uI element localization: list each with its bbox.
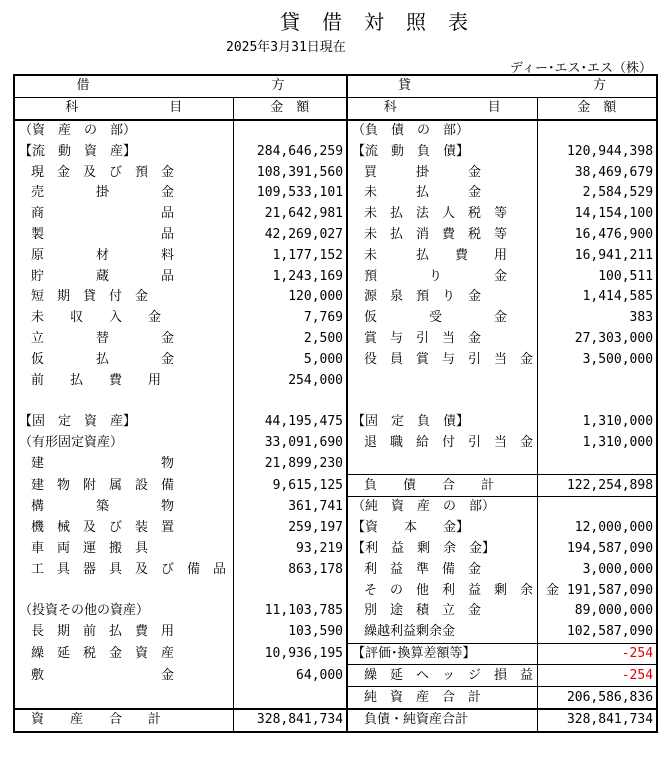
asset-amount: 284,646,259	[233, 141, 347, 162]
table-row	[14, 622, 657, 643]
liability-amount: 120,944,398	[537, 141, 657, 162]
liability-amount: 2,584,529	[537, 183, 657, 204]
liability-amount: -254	[537, 643, 657, 665]
liability-amount: 16,941,211	[537, 245, 657, 266]
asset-amount: 10,936,195	[233, 643, 347, 665]
asset-subject: 車 両 運 搬 具	[31, 540, 149, 556]
asset-amount: 103,590	[233, 622, 347, 643]
table-row	[14, 120, 657, 142]
table-row	[14, 709, 657, 732]
table-row	[14, 287, 657, 308]
asset-subject: 短 期 貸 付 金	[31, 289, 149, 305]
asset-subject: 現 金 及 び 預 金	[31, 164, 175, 180]
liability-subject: 未 払 消 費 税 等	[347, 225, 537, 246]
balance-sheet-table	[13, 74, 658, 733]
asset-subject: 長 期 前 払 費 用	[31, 624, 175, 640]
asset-amount: 7,769	[233, 308, 347, 329]
liability-subject	[347, 370, 537, 391]
liability-subject: 【利 益 剰 余 金】	[347, 539, 537, 560]
asset-subject: 商 品	[31, 206, 175, 222]
asset-amount: 5,000	[233, 349, 347, 370]
table-row	[14, 496, 657, 517]
liability-amount: 89,000,000	[537, 601, 657, 622]
liability-subject: （純 資 産 の 部）	[347, 496, 537, 517]
asset-amount: 33,091,690	[233, 433, 347, 454]
liability-amount	[537, 496, 657, 517]
asset-subject: 売 掛 金	[31, 185, 175, 201]
liability-subject: 繰 延 ヘ ッ ジ 損 益	[347, 665, 537, 687]
table-row	[14, 453, 657, 474]
credit-header: 貸 方	[347, 75, 657, 97]
debit-amount-header: 金 額	[233, 97, 347, 119]
table-row	[14, 266, 657, 287]
liability-subject: 繰越利益剰余金	[347, 622, 537, 643]
asset-amount	[233, 580, 347, 601]
asset-amount: 1,243,169	[233, 266, 347, 287]
liability-subject: 預 り 金	[347, 266, 537, 287]
liability-subject	[347, 453, 537, 474]
asset-amount: 64,000	[233, 665, 347, 687]
table-row	[14, 245, 657, 266]
asset-amount: 21,642,981	[233, 204, 347, 225]
liability-amount: -254	[537, 665, 657, 687]
liability-subject: 役 員 賞 与 引 当 金	[347, 349, 537, 370]
asset-subject: 繰 延 税 金 資 産	[31, 645, 175, 661]
asset-subject	[14, 580, 233, 601]
header-row-1	[14, 75, 657, 97]
asset-amount: 120,000	[233, 287, 347, 308]
table-row	[14, 539, 657, 560]
asset-amount	[233, 120, 347, 142]
liability-amount: 191,587,090	[537, 580, 657, 601]
header-row-2	[14, 97, 657, 119]
liability-amount: 16,476,900	[537, 225, 657, 246]
liability-subject: 【流 動 負 債】	[347, 141, 537, 162]
asset-amount: 109,533,101	[233, 183, 347, 204]
liability-amount: 14,154,100	[537, 204, 657, 225]
asset-subject: 資 産 合 計	[14, 709, 233, 732]
liability-subject: 負債・純資産合計	[347, 709, 537, 732]
asset-subject: 工 具 器 具 及 び 備 品	[31, 561, 227, 577]
liability-amount: 27,303,000	[537, 329, 657, 350]
liability-subject: 退 職 給 付 引 当 金	[347, 433, 537, 454]
asset-subject: 立 替 金	[31, 330, 175, 346]
asset-amount: 93,219	[233, 539, 347, 560]
credit-subject-header: 科 目	[347, 97, 537, 119]
liability-subject: （負 債 の 部）	[347, 120, 537, 142]
table-row	[14, 580, 657, 601]
liability-subject: 源 泉 預 り 金	[347, 287, 537, 308]
liability-subject: 負 債 合 計	[347, 475, 537, 497]
table-row	[14, 559, 657, 580]
asset-amount: 328,841,734	[233, 709, 347, 732]
liability-amount: 1,414,585	[537, 287, 657, 308]
liability-amount: 102,587,090	[537, 622, 657, 643]
asset-subject: （資 産 の 部）	[14, 120, 233, 142]
page-title: 貸借対照表	[280, 10, 490, 34]
table-row	[14, 141, 657, 162]
asset-subject: 敷 金	[31, 667, 175, 683]
asset-amount: 42,269,027	[233, 225, 347, 246]
table-row	[14, 687, 657, 709]
asset-subject	[14, 687, 233, 709]
asset-amount: 863,178	[233, 559, 347, 580]
table-row	[14, 349, 657, 370]
asset-amount: 9,615,125	[233, 475, 347, 497]
asset-amount: 1,177,152	[233, 245, 347, 266]
asset-amount	[233, 687, 347, 709]
table-row	[14, 665, 657, 687]
liability-subject	[347, 391, 537, 412]
asset-amount: 44,195,475	[233, 412, 347, 433]
asset-subject: （有形固定資産）	[19, 434, 124, 450]
liability-amount: 1,310,000	[537, 433, 657, 454]
liability-amount	[537, 391, 657, 412]
liability-subject: 買 掛 金	[347, 162, 537, 183]
liability-amount: 194,587,090	[537, 539, 657, 560]
liability-amount: 100,511	[537, 266, 657, 287]
asset-subject	[14, 391, 233, 412]
liability-subject: 仮 受 金	[347, 308, 537, 329]
table-row	[14, 329, 657, 350]
debit-subject-header: 科 目	[14, 97, 233, 119]
liability-amount	[537, 370, 657, 391]
table-row	[14, 412, 657, 433]
asset-amount: 254,000	[233, 370, 347, 391]
asset-subject: 建 物 附 属 設 備	[31, 477, 175, 493]
asset-subject: 【固 定 資 産】	[19, 414, 137, 430]
table-row	[14, 518, 657, 539]
asset-subject: 未 収 入 金	[31, 310, 162, 326]
liability-subject: 別 途 積 立 金	[347, 601, 537, 622]
asset-subject: 建 物	[31, 455, 175, 471]
table-row	[14, 162, 657, 183]
asset-subject: 構 築 物	[31, 499, 175, 515]
asset-subject: 仮 払 金	[31, 351, 175, 367]
liability-subject: 【固 定 負 債】	[347, 412, 537, 433]
asset-amount: 11,103,785	[233, 601, 347, 622]
table-row	[14, 391, 657, 412]
asset-amount: 21,899,230	[233, 453, 347, 474]
asset-amount: 361,741	[233, 496, 347, 517]
debit-header: 借 方	[76, 78, 285, 94]
liability-subject: 純 資 産 合 計	[347, 687, 537, 709]
table-row	[14, 475, 657, 497]
asset-subject: 原 材 料	[31, 247, 175, 263]
table-row	[14, 643, 657, 665]
liability-amount: 206,586,836	[537, 687, 657, 709]
liability-amount: 122,254,898	[537, 475, 657, 497]
liability-subject: 利 益 準 備 金	[347, 559, 537, 580]
liability-subject: 未 払 法 人 税 等	[347, 204, 537, 225]
liability-amount: 38,469,679	[537, 162, 657, 183]
as-of-date: 2025年3月31日現在	[226, 40, 346, 55]
liability-subject: 賞 与 引 当 金	[347, 329, 537, 350]
company-name: ディー･エス･エス（株）	[510, 61, 652, 76]
liability-amount: 328,841,734	[537, 709, 657, 732]
liability-amount: 3,000,000	[537, 559, 657, 580]
liability-amount	[537, 120, 657, 142]
liability-subject: そ の 他 利 益 剰 余 金	[347, 580, 537, 601]
table-row	[14, 225, 657, 246]
liability-subject: 【資 本 金】	[347, 518, 537, 539]
liability-subject: 未 払 金	[347, 183, 537, 204]
table-row	[14, 370, 657, 391]
liability-amount: 3,500,000	[537, 349, 657, 370]
asset-subject: 機 械 及 び 装 置	[31, 520, 175, 536]
asset-amount: 2,500	[233, 329, 347, 350]
asset-amount	[233, 391, 347, 412]
asset-amount: 259,197	[233, 518, 347, 539]
liability-subject: 未 払 費 用	[347, 245, 537, 266]
liability-amount: 1,310,000	[537, 412, 657, 433]
asset-subject: （投資その他の資産）	[19, 603, 150, 619]
asset-subject: 前 払 費 用	[31, 372, 162, 388]
liability-amount: 383	[537, 308, 657, 329]
liability-amount	[537, 453, 657, 474]
table-row	[14, 204, 657, 225]
asset-subject: 【流 動 資 産】	[19, 143, 137, 159]
table-row	[14, 433, 657, 454]
table-row	[14, 308, 657, 329]
credit-amount-header: 金 額	[537, 97, 657, 119]
asset-amount: 108,391,560	[233, 162, 347, 183]
table-row	[14, 601, 657, 622]
table-row	[14, 183, 657, 204]
liability-amount: 12,000,000	[537, 518, 657, 539]
asset-subject: 製 品	[31, 226, 175, 242]
liability-subject: 【評価･換算差額等】	[347, 643, 537, 665]
asset-subject: 貯 蔵 品	[31, 268, 175, 284]
